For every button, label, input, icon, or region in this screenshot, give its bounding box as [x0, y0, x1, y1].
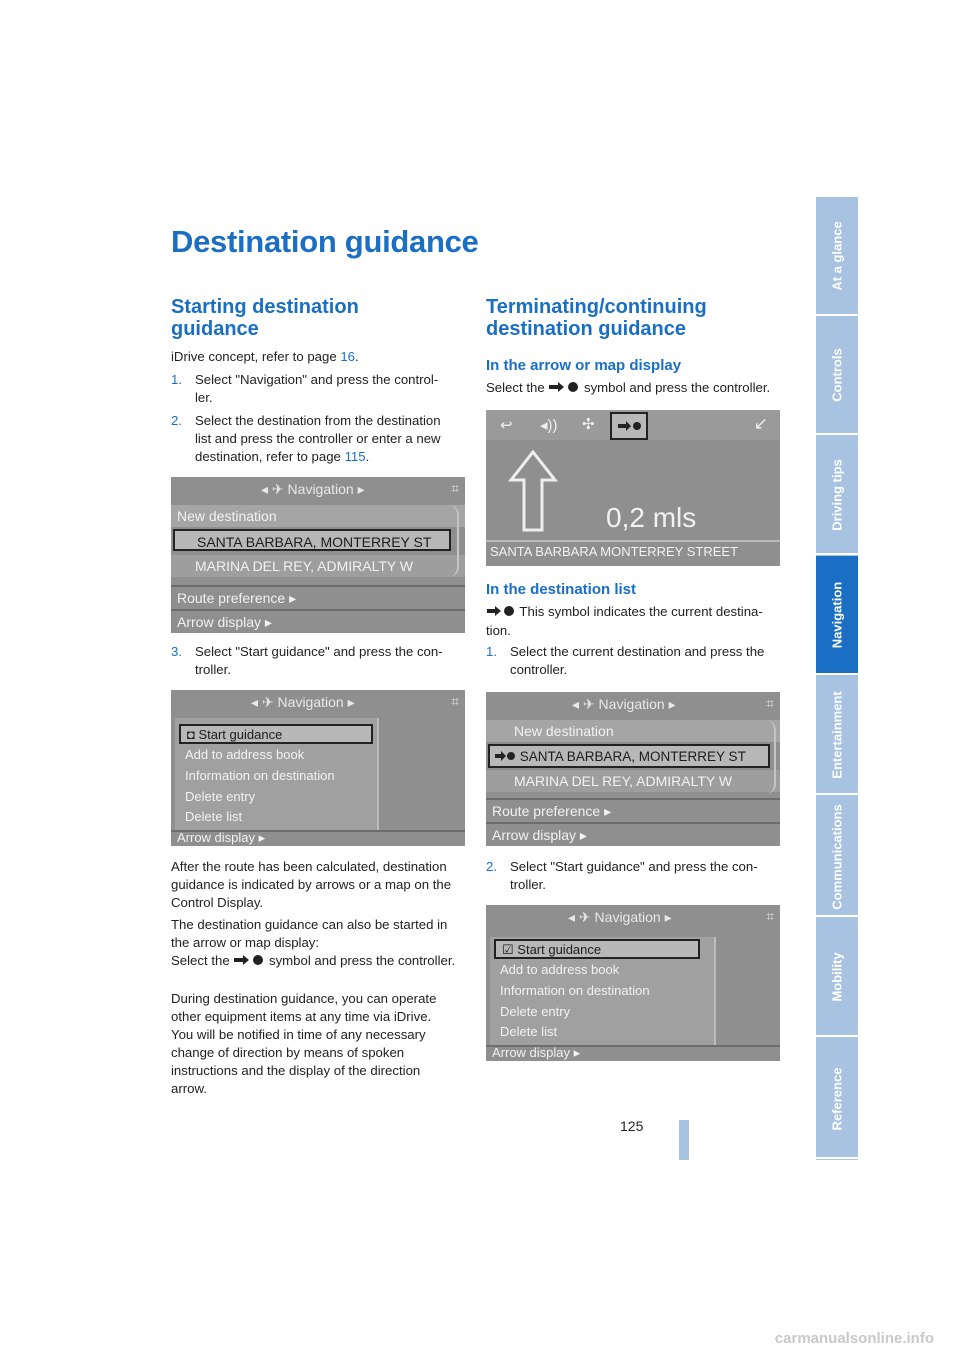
step-number: 3. [171, 644, 182, 659]
menu-corner-icon: ⌗ [766, 695, 774, 711]
guidance-symbol-icon [494, 751, 516, 761]
text-suffix: symbol and press the controller. [580, 380, 771, 395]
text-line: instructions and the display of the direction [171, 1063, 421, 1078]
step-text: Select "Start guidance" and press the con- [510, 859, 758, 874]
intro-suffix: . [355, 349, 359, 364]
list-item: MARINA DEL REY, ADMIRALTY W [171, 555, 465, 577]
watermark: carmanualsonline.info [774, 1330, 934, 1347]
menu-item: Add to address book [185, 747, 305, 762]
heading-line: guidance [171, 318, 259, 340]
screen-title: ◂ ✈ Navigation ▸ [251, 694, 355, 710]
street-name: SANTA BARBARA MONTERREY STREET [490, 544, 739, 559]
text-suffix: symbol and press the controller. [265, 953, 456, 968]
page-marker-bar [679, 1120, 689, 1160]
menu-corner-icon: ⌗ [451, 693, 459, 709]
distance-readout: 0,2 mls [606, 502, 697, 533]
page-link-16[interactable]: 16 [340, 349, 355, 364]
list-item: Arrow display ▸ [177, 830, 266, 845]
arrow-display-label: Arrow display [492, 827, 577, 843]
tab-controls[interactable] [816, 316, 858, 435]
paragraph-during-guidance [171, 990, 436, 1098]
step-text: controller. [510, 662, 568, 677]
section-heading-starting [171, 296, 359, 340]
tab-driving-tips[interactable] [816, 436, 858, 555]
guidance-symbol-icon [486, 604, 516, 622]
arrow-display-label: Arrow display [177, 614, 262, 630]
text-line: guidance is indicated by arrows or a map on the [171, 877, 452, 892]
tab-label: Entertainment [829, 690, 845, 779]
screenshot-start-guidance-active [486, 905, 780, 1061]
heading-line: Starting destination [171, 296, 359, 318]
text-line: tion. [486, 622, 511, 638]
step-number: 1. [171, 372, 182, 387]
menu-item: Information on destination [500, 983, 650, 998]
step-1-right [486, 643, 786, 679]
step-text: list and press the controller or enter a new [195, 431, 441, 446]
step-number: 2. [171, 413, 182, 428]
tab-mobility[interactable] [816, 918, 858, 1037]
step-text: Select the destination from the destination [195, 413, 441, 428]
step-2-right [486, 858, 786, 894]
arrow-display-label: Arrow display [492, 1045, 571, 1060]
step-text-prefix: destination, refer to page [195, 449, 345, 464]
tab-entertainment[interactable] [816, 676, 858, 795]
step-text-suffix: . [365, 449, 370, 464]
scroll-indicator [443, 505, 459, 577]
list-item: Arrow display ▸ [492, 1045, 581, 1060]
menu-corner-icon: ⌗ [766, 908, 774, 924]
menu-item-selected: ◘ Start guidance [179, 724, 373, 744]
tab-navigation[interactable] [816, 556, 858, 675]
tab-label: Communications [829, 803, 845, 910]
list-item: Route preference ▸ [177, 590, 297, 606]
nav-title: Navigation [594, 909, 661, 925]
menu-corner-icon: ⌗ [451, 480, 459, 496]
scroll-indicator [760, 720, 776, 794]
subheading-destination-list: In the destination list [486, 581, 637, 598]
page-number: 125 [620, 1118, 644, 1134]
step-number: 2. [486, 859, 497, 874]
text-symbol-current [486, 603, 763, 640]
menu-item: Delete entry [500, 1004, 571, 1019]
tab-label: Navigation [829, 581, 845, 648]
list-item: New destination [486, 720, 780, 742]
tab-label: Driving tips [829, 458, 845, 531]
step-2 [171, 412, 471, 466]
route-preference-label: Route preference [492, 803, 601, 819]
tab-label: Controls [829, 347, 845, 402]
nav-title: Navigation [277, 694, 344, 710]
text-line: The destination guidance can also be started in [171, 917, 448, 932]
list-item: New destination [171, 505, 465, 527]
traffic-icon: ✣ [582, 416, 595, 433]
list-item: Arrow display ▸ [177, 614, 272, 630]
tab-label: Reference [829, 1067, 845, 1130]
step-text: troller. [510, 877, 546, 892]
guidance-symbol-icon [233, 953, 265, 971]
text-line: change of direction by means of spoken [171, 1045, 405, 1060]
tab-label: At a glance [829, 220, 845, 291]
nav-title: Navigation [598, 696, 665, 712]
text-line [486, 603, 763, 622]
step-text [195, 448, 441, 466]
heading-line: Terminating/continuing [486, 296, 707, 318]
menu-item: Information on destination [185, 768, 335, 783]
list-item-selected: SANTA BARBARA, MONTERREY ST [173, 529, 451, 551]
divider [486, 540, 780, 542]
list-item-selected [488, 744, 770, 768]
guidance-symbol-selected [610, 412, 648, 440]
text-prefix: Select the [171, 953, 234, 968]
step-text: ler. [195, 390, 213, 405]
menu-item-selected: ☑ Start guidance [494, 939, 700, 959]
guidance-symbol-icon [548, 380, 580, 398]
text-line: the arrow or map display: [171, 935, 320, 950]
list-item: Arrow display ▸ [492, 827, 587, 843]
screenshot-start-guidance [171, 690, 465, 846]
menu-item: Delete list [500, 1024, 558, 1039]
tab-label: Mobility [829, 951, 845, 1002]
tab-at-a-glance[interactable] [816, 197, 858, 316]
screenshot-current-destination [486, 692, 780, 846]
text-line: other equipment items at any time via iDrive. [171, 1009, 432, 1024]
audio-icon: ◂)) [540, 417, 558, 434]
text-line: During destination guidance, you can operate [171, 991, 437, 1006]
text-line: Control Display. [171, 895, 264, 910]
text-select-symbol [486, 379, 770, 398]
text-suffix: This symbol indicates the current destina- [516, 604, 763, 619]
intro-prefix: iDrive concept, refer to page [171, 349, 341, 364]
tab-communications[interactable] [816, 798, 858, 917]
step-text: Select "Start guidance" and press the con- [195, 644, 443, 659]
menu-item: Delete list [185, 809, 243, 824]
text-prefix: Select the [486, 380, 549, 395]
subheading-arrow-map: In the arrow or map display [486, 357, 682, 374]
step-text: Select the current destination and press the [510, 644, 765, 659]
start-guidance-label: Start guidance [517, 942, 602, 957]
menu-item: Delete entry [185, 789, 256, 804]
section-heading-terminating [486, 296, 707, 340]
arrow-display-label: Arrow display [177, 830, 256, 845]
back-icon: ↩ [500, 417, 513, 434]
page-title: Destination guidance [171, 224, 479, 259]
step-text: Select "Navigation" and press the control- [195, 372, 439, 387]
compass-icon: ↙ [753, 414, 768, 433]
page-link-115[interactable]: 115 [344, 449, 366, 464]
intro-text [171, 348, 359, 366]
nav-title: Navigation [287, 481, 354, 497]
heading-line: destination guidance [486, 318, 687, 340]
screenshot-destination-list [171, 477, 465, 633]
step-number: 1. [486, 644, 497, 659]
paragraph-arrow-display [171, 916, 455, 971]
text-line: After the route has been calculated, destination [171, 859, 447, 874]
list-item: Route preference ▸ [492, 803, 612, 819]
list-item: MARINA DEL REY, ADMIRALTY W [486, 770, 780, 792]
step-1 [171, 371, 471, 407]
paragraph-route-calculated [171, 858, 451, 912]
text-line [171, 952, 455, 971]
santa-barbara-label: SANTA BARBARA, MONTERREY ST [519, 749, 746, 764]
menu-item: Add to address book [500, 962, 620, 977]
text-line: arrow. [171, 1081, 207, 1096]
screen-title: ◂ ✈ Navigation ▸ [572, 696, 676, 712]
screenshot-arrow-display [486, 410, 780, 566]
direction-arrow-icon [508, 450, 558, 532]
step-text: troller. [195, 662, 231, 677]
screen-title: ◂ ✈ Navigation ▸ [261, 481, 365, 497]
start-guidance-label: Start guidance [198, 727, 283, 742]
text-line: You will be notified in time of any necessary [171, 1027, 426, 1042]
guidance-symbol-icon [612, 414, 646, 438]
route-preference-label: Route preference [177, 590, 286, 606]
step-3 [171, 643, 471, 679]
tab-reference[interactable] [816, 1040, 858, 1159]
screen-title: ◂ ✈ Navigation ▸ [568, 909, 672, 925]
